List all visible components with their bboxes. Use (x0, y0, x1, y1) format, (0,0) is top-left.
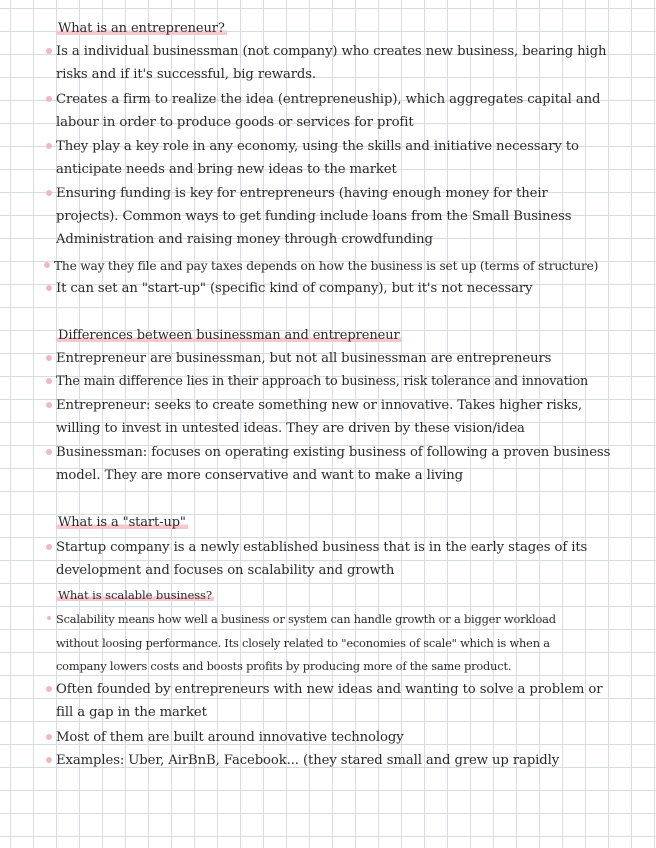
bullet-dot (46, 285, 52, 291)
bullet-line: risks and if it's successful, big rewards. (56, 67, 317, 82)
bullet-dot (44, 262, 50, 268)
bullet-line: projects). Common ways to get funding include loans from the Small Business (56, 209, 572, 224)
bullet-dot (46, 190, 52, 196)
bullet-line: The main difference lies in their approach to business, risk tolerance and innovation (56, 374, 589, 389)
bullet-line: Most of them are built around innovative technology (56, 730, 404, 745)
bullet-line: willing to invest in untested ideas. They are driven by these vision/idea (56, 421, 525, 436)
bullet-line: Creates a firm to realize the idea (entrepreneuship), which aggregates capital and (56, 92, 601, 107)
bullet-line: labour in order to produce goods or services for profit (56, 115, 414, 130)
bullet-dot (46, 449, 52, 455)
bullet-line: Entrepreneur: seeks to create something new or innovative. Takes higher risks, (56, 398, 582, 413)
bullet-line: fill a gap in the market (56, 705, 207, 720)
bullet-dot (46, 757, 52, 763)
bullet-dot (46, 734, 52, 740)
bullet-dot (47, 616, 51, 620)
bullet-dot (46, 378, 52, 384)
sub-heading: What is scalable business? (58, 588, 213, 602)
bullet-line: Startup company is a newly established business that is in the early stages of its (56, 540, 588, 555)
bullet-line: Is a individual businessman (not company) who creates new business, bearing high (56, 44, 607, 59)
bullet-line: They play a key role in any economy, using the skills and initiative necessary to (56, 139, 579, 154)
bullet-dot (46, 686, 52, 692)
bullet-dot (46, 544, 52, 550)
bullet-line: The way they file and pay taxes depends on how the business is set up (terms of structure) (54, 259, 599, 273)
bullet-line: Examples: Uber, AirBnB, Facebook... (they stared small and grew up rapidly (56, 753, 560, 768)
section-heading: What is an entrepreneur? (58, 21, 225, 36)
bullet-line: Businessman: focuses on operating existing business of following a proven business (56, 445, 611, 460)
bullet-dot (46, 355, 52, 361)
section-heading: What is a "start-up" (58, 515, 186, 530)
bullet-line: Scalability means how well a business or system can handle growth or a bigger workload (56, 612, 556, 626)
bullet-dot (46, 96, 52, 102)
bullet-line: anticipate needs and bring new ideas to the market (56, 162, 397, 177)
bullet-dot (46, 48, 52, 54)
bullet-line: It can set an "start-up" (specific kind of company), but it's not necessary (56, 281, 533, 296)
bullet-line: Often founded by entrepreneurs with new ideas and wanting to solve a problem or (56, 682, 603, 697)
bullet-dot (46, 143, 52, 149)
bullet-line: company lowers costs and boosts profits by producing more of the same product. (56, 659, 512, 673)
bullet-dot (46, 402, 52, 408)
bullet-line: Administration and raising money through crowdfunding (56, 232, 433, 247)
bullet-line: Entrepreneur are businessman, but not all businessman are entrepreneurs (56, 351, 552, 366)
bullet-line: model. They are more conservative and want to make a living (56, 468, 464, 483)
bullet-line: without loosing performance. Its closely related to "economies of scale" which is when a (56, 636, 550, 650)
bullet-line: Ensuring funding is key for entrepreneurs (having enough money for their (56, 186, 548, 201)
bullet-line: development and focuses on scalability and growth (56, 563, 395, 578)
section-heading: Differences between businessman and entrepreneur (58, 328, 400, 343)
